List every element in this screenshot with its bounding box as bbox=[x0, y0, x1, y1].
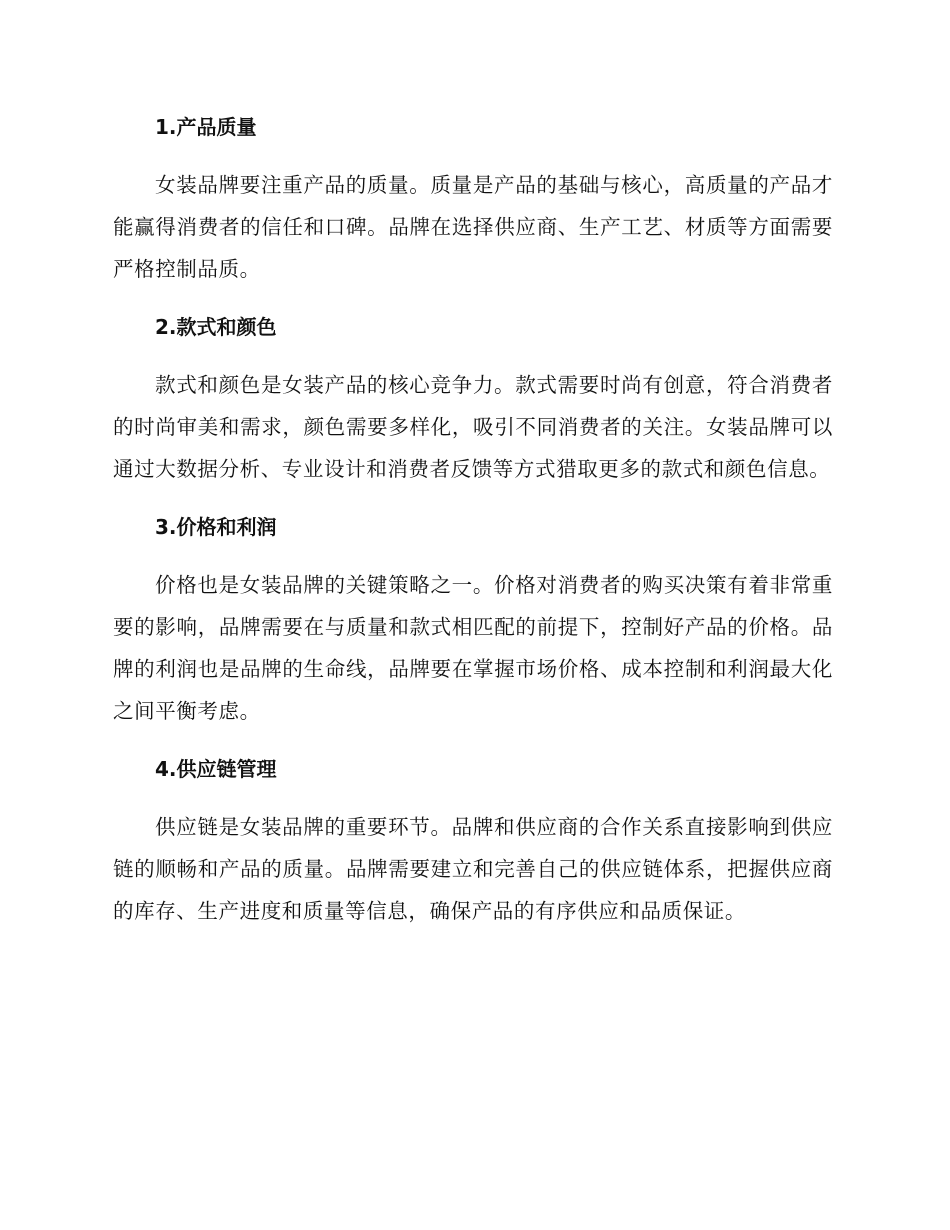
section-paragraph: 女装品牌要注重产品的质量。质量是产品的基础与核心，高质量的产品才能赢得消费者的信任和口碑。品牌在选择供应商、生产工艺、材质等方面需要严格控制品质。 bbox=[113, 173, 833, 281]
section-paragraph: 款式和颜色是女装产品的核心竞争力。款式需要时尚有创意，符合消费者的时尚审美和需求，颜色需要多样化，吸引不同消费者的关注。女装品牌可以通过大数据分析、专业设计和消费者反馈等方式猎取更多的款式和颜色信息。 bbox=[113, 373, 833, 481]
section-heading: 1.产品质量 bbox=[155, 115, 257, 139]
section-heading: 3.价格和利润 bbox=[155, 515, 277, 539]
section-price-and-profit bbox=[113, 510, 833, 732]
section-style-and-color bbox=[113, 310, 833, 490]
section-product-quality bbox=[113, 110, 833, 290]
section-paragraph: 供应链是女装品牌的重要环节。品牌和供应商的合作关系直接影响到供应链的顺畅和产品的质量。品牌需要建立和完善自己的供应链体系，把握供应商的库存、生产进度和质量等信息，确保产品的有序供应和品质保证。 bbox=[113, 815, 833, 923]
section-heading: 4.供应链管理 bbox=[155, 757, 277, 781]
document-content bbox=[113, 110, 833, 952]
section-paragraph: 价格也是女装品牌的关键策略之一。价格对消费者的购买决策有着非常重要的影响，品牌需要在与质量和款式相匹配的前提下，控制好产品的价格。品牌的利润也是品牌的生命线，品牌要在掌握市场价格、成本控制和利润最大化之间平衡考虑。 bbox=[113, 573, 833, 723]
section-heading: 2.款式和颜色 bbox=[155, 315, 277, 339]
section-supply-chain bbox=[113, 752, 833, 932]
